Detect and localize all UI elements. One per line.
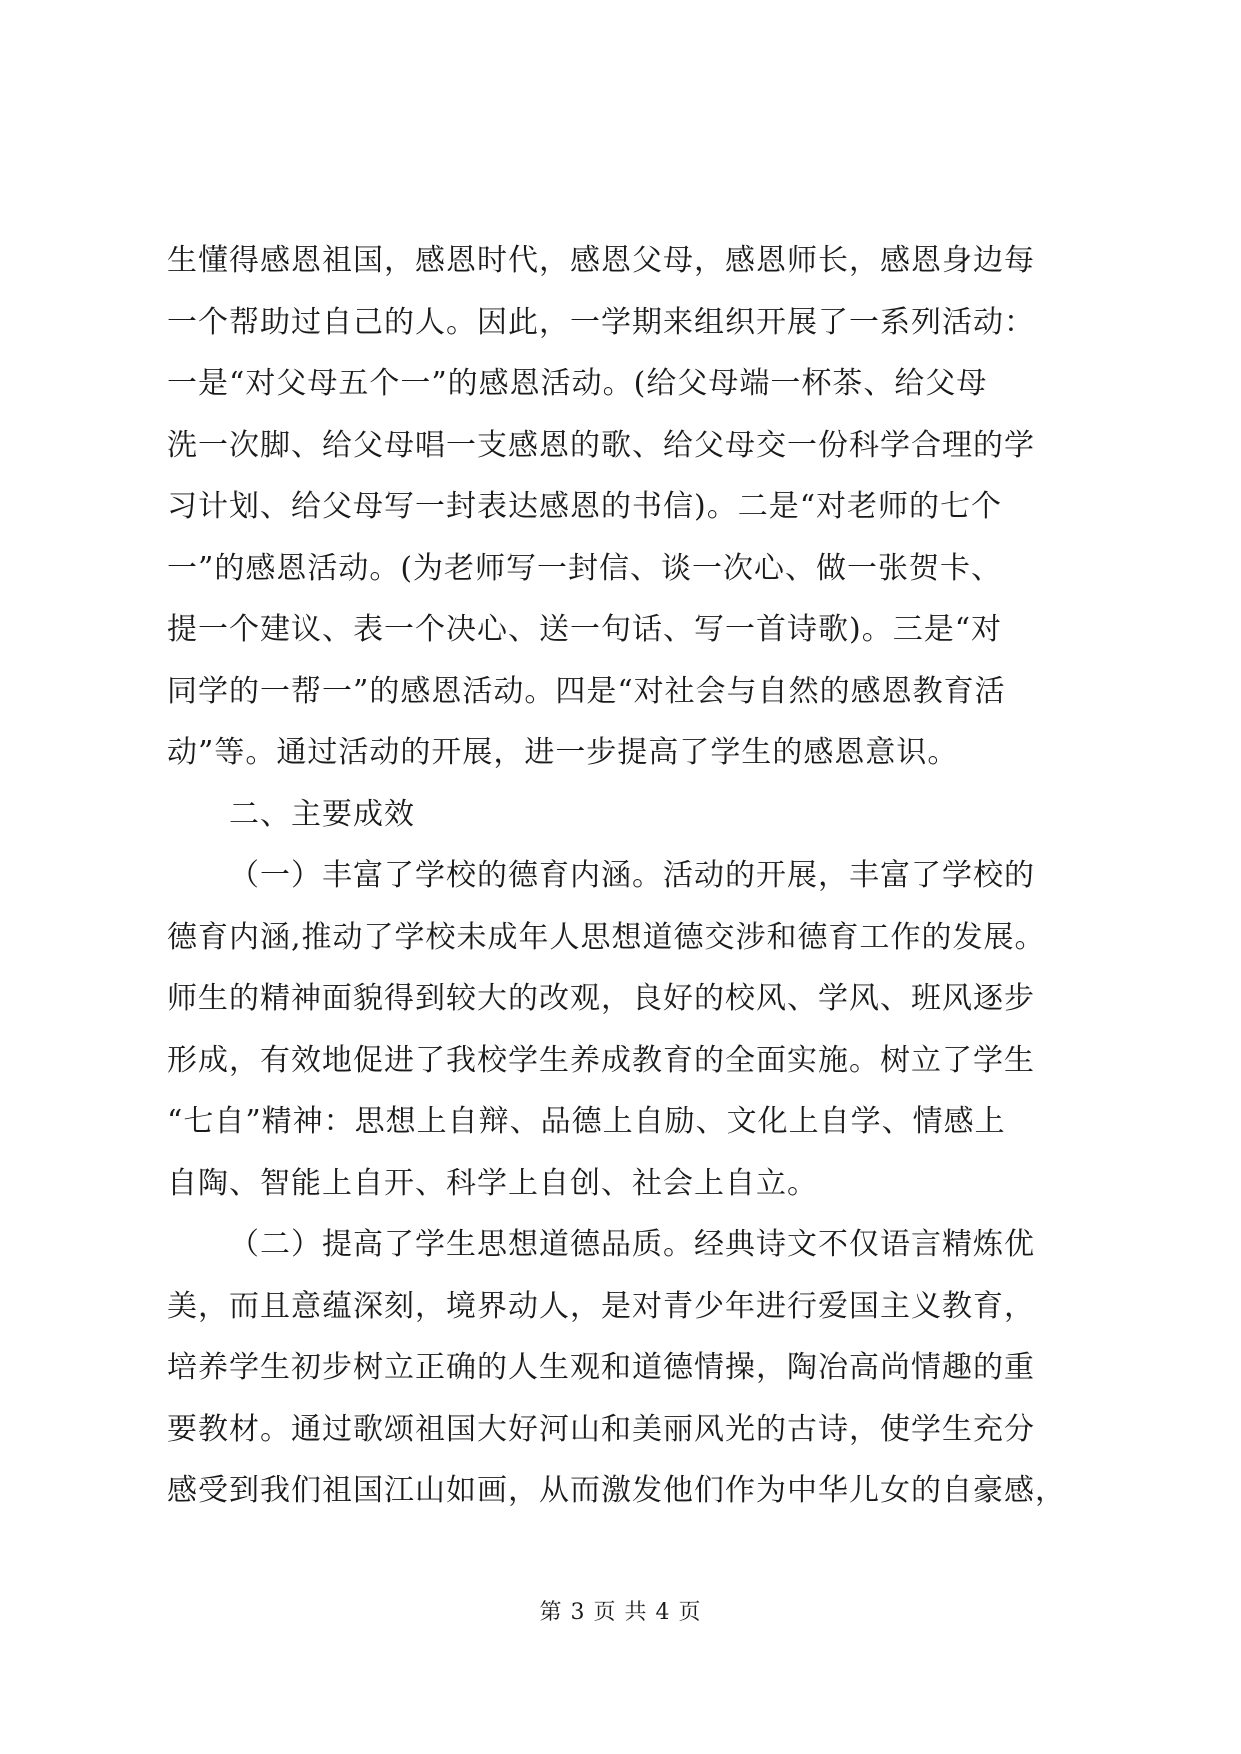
text-line: 美，而且意蕴深刻，境界动人，是对青少年进行爱国主义教育， [167,1288,1035,1324]
paragraph-start-line: （二）提高了学生思想道德品质。经典诗文不仅语言精炼优 [229,1227,1035,1262]
text-line: 生懂得感恩祖国，感恩时代，感恩父母，感恩师长，感恩身边每 [167,243,1035,278]
text-line: 培养学生初步树立正确的人生观和道德情操，陶冶高尚情趣的重 [167,1350,1035,1385]
section-heading: 二、主要成效 [229,796,415,832]
text-line: 一”的感恩活动。(为老师写一封信、谈一次心、做一张贺卡、 [167,550,1003,586]
text-line: 感受到我们祖国江山如画，从而激发他们作为中华儿女的自豪感， [167,1473,1066,1508]
text-line: 提一个建议、表一个决心、送一句话、写一首诗歌)。三是“对 [167,612,1003,647]
document-body [167,230,1077,1522]
text-line: 同学的一帮一”的感恩活动。四是“对社会与自然的感恩教育活 [167,673,1006,709]
text-line: 一个帮助过自己的人。因此，一学期来组织开展了一系列活动： [167,304,1035,340]
text-line: 要教材。通过歌颂祖国大好河山和美丽风光的古诗，使学生充分 [167,1411,1035,1447]
text-line: 动”等。通过活动的开展，进一步提高了学生的感恩意识。 [167,735,959,770]
text-line: 一是“对父母五个一”的感恩活动。(给父母端一杯茶、给父母 [167,366,988,401]
text-line: 师生的精神面貌得到较大的改观，良好的校风、学风、班风逐步 [167,981,1035,1016]
text-line: 形成，有效地促进了我校学生养成教育的全面实施。树立了学生 [167,1042,1035,1078]
text-line: 洗一次脚、给父母唱一支感恩的歌、给父母交一份科学合理的学 [167,427,1035,463]
paragraph-start-line: （一）丰富了学校的德育内涵。活动的开展，丰富了学校的 [229,858,1035,893]
page-number-footer: 第 3 页 共 4 页 [539,1600,702,1625]
text-line: 德育内涵,推动了学校未成年人思想道德交涉和德育工作的发展。 [167,919,1046,955]
text-line: 自陶、智能上自开、科学上自创、社会上自立。 [167,1165,818,1201]
text-line: “七自”精神：思想上自辩、品德上自励、文化上自学、情感上 [167,1104,1006,1139]
text-line: 习计划、给父母写一封表达感恩的书信)。二是“对老师的七个 [167,489,1003,524]
